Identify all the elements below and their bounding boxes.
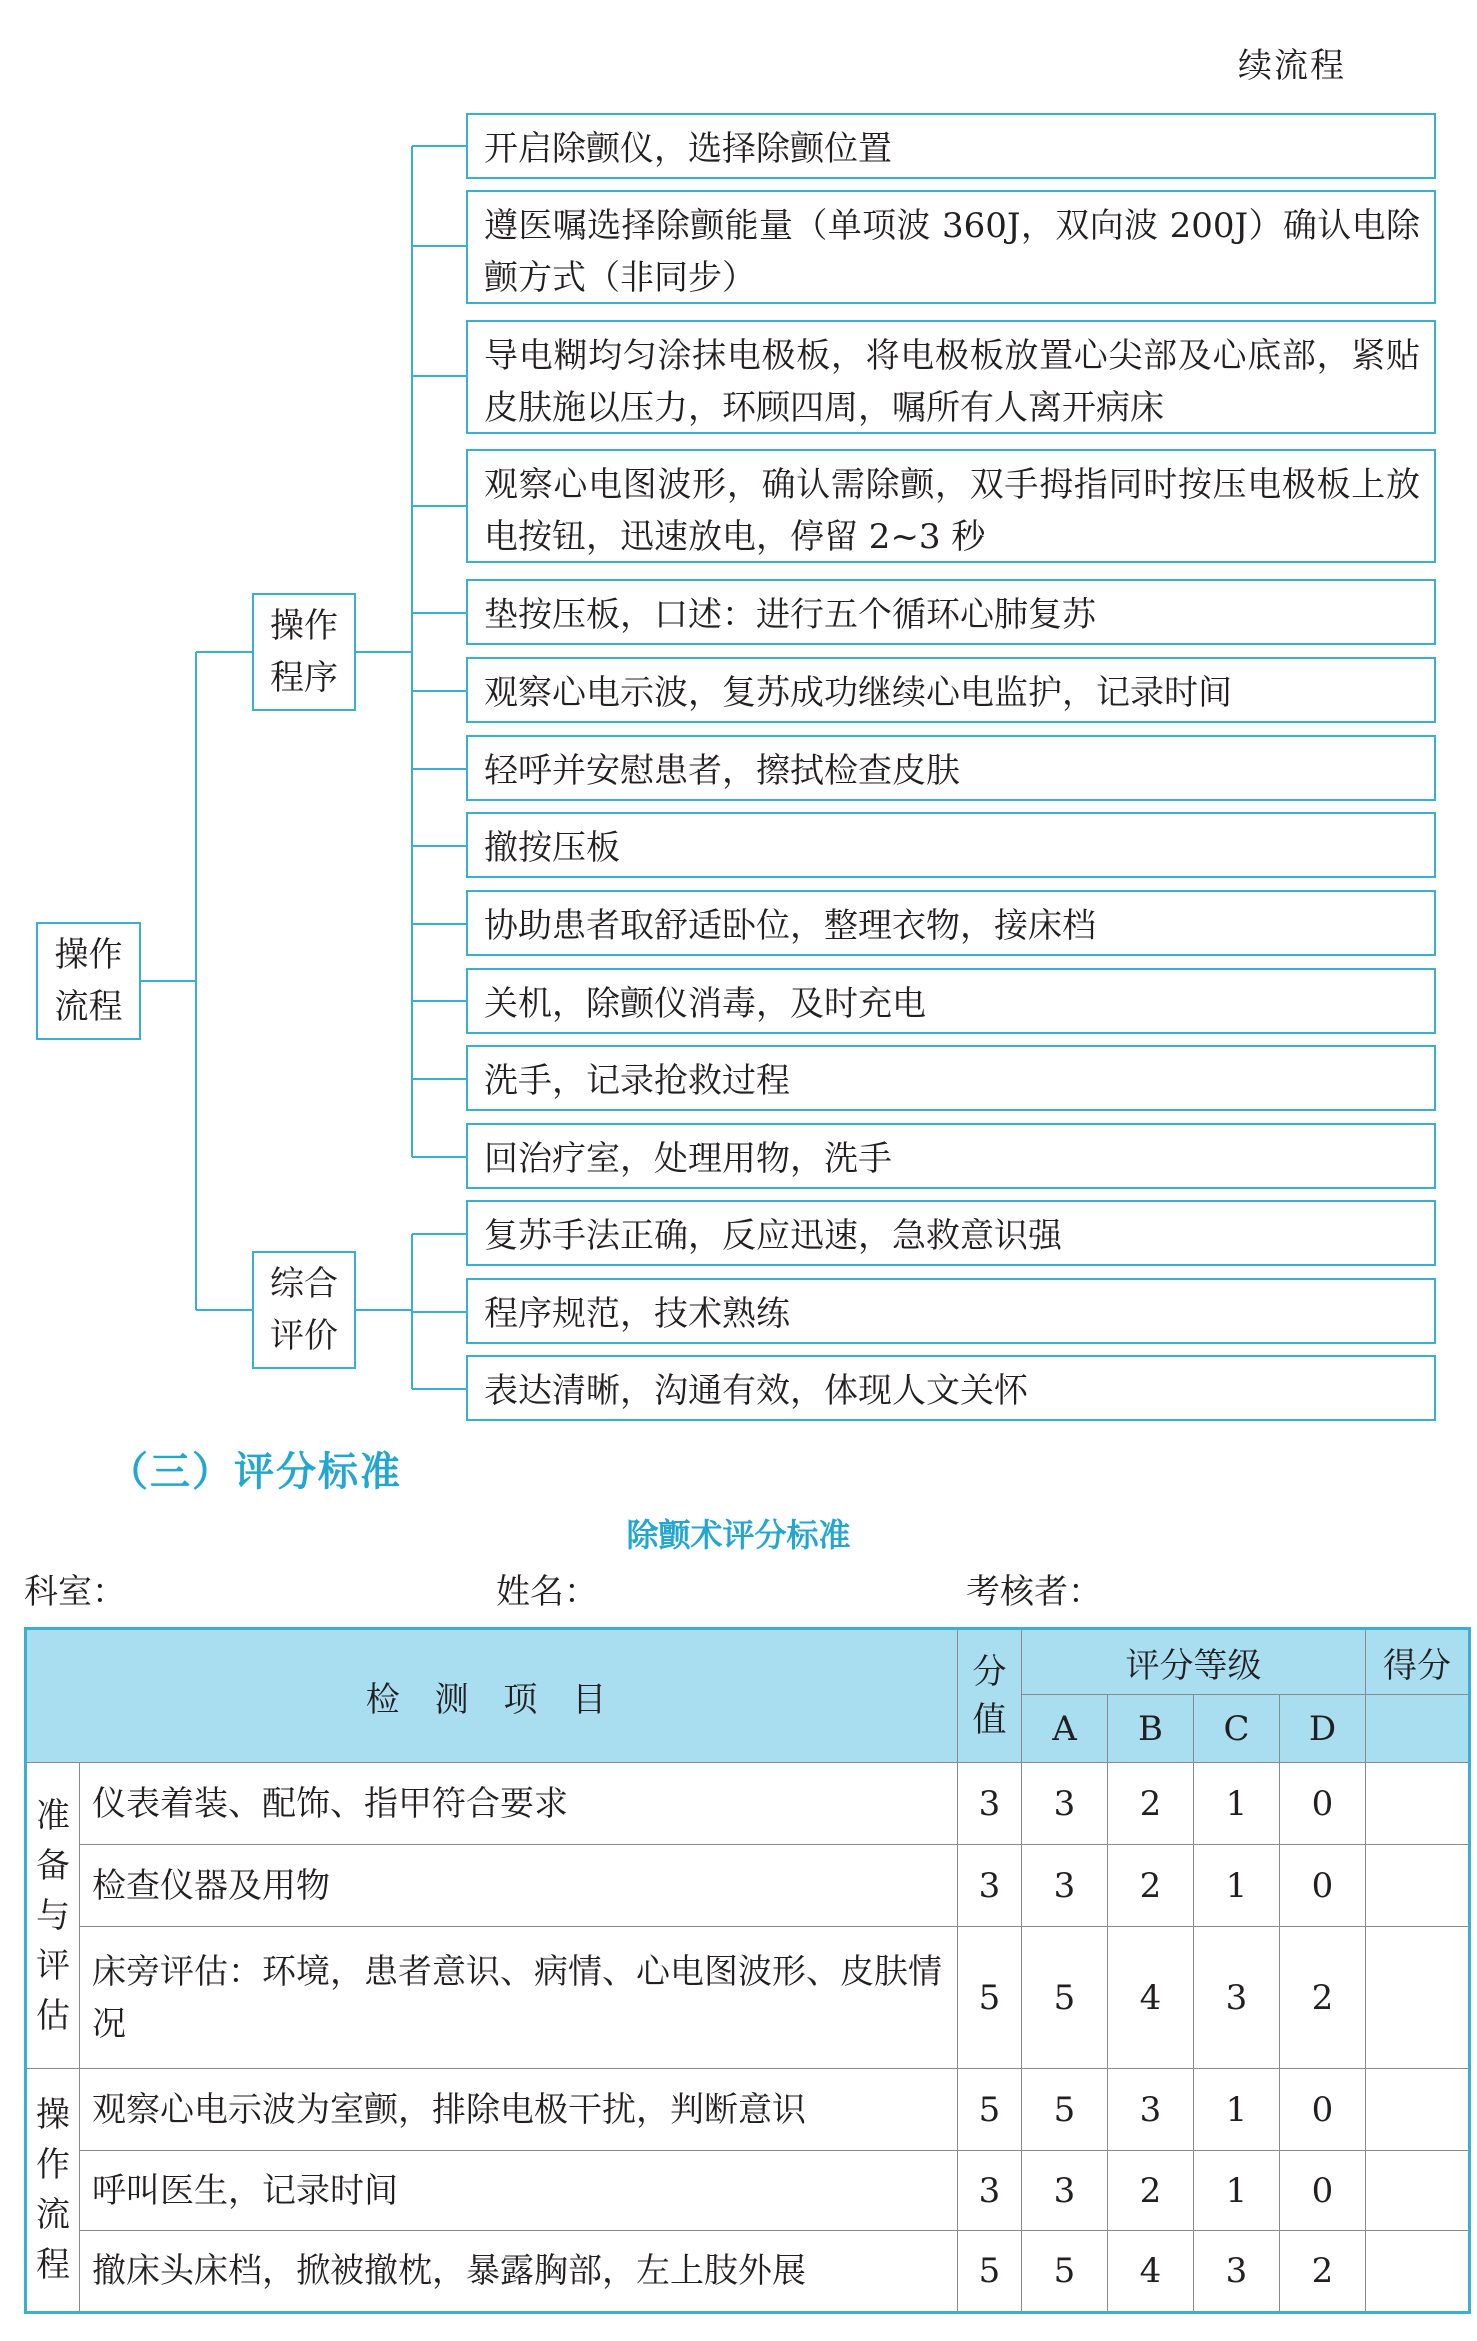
flow-step: 表达清晰，沟通有效，体现人文关怀 (466, 1355, 1436, 1421)
root-node-line2: 流程 (54, 987, 123, 1027)
flow-step: 洗手，记录抢救过程 (466, 1045, 1436, 1111)
root-node (36, 922, 141, 1040)
root-node-line1: 操作 (54, 935, 123, 975)
grade-d-cell: 0 (1280, 1845, 1366, 1927)
category-cell (26, 2069, 80, 2313)
branch-node-line2: 评价 (270, 1316, 338, 1356)
item-cell: 检查仪器及用物 (80, 1845, 958, 1927)
got-cell (1366, 2069, 1470, 2151)
header-grade-a: A (1022, 1695, 1108, 1763)
category-text: 准备与评估 (36, 1795, 70, 2036)
item-cell: 仪表着装、配饰、指甲符合要求 (80, 1763, 958, 1845)
flow-step: 导电糊均匀涂抹电极板，将电极板放置心尖部及心底部，紧贴皮肤施以压力，环顾四周，嘱所有人离开病床 (466, 320, 1436, 434)
header-grade: 评分等级 (1022, 1629, 1366, 1695)
flow-step: 协助患者取舒适卧位，整理衣物，接床档 (466, 890, 1436, 956)
item-cell: 呼叫医生，记录时间 (80, 2151, 958, 2231)
grade-c-cell: 1 (1194, 2151, 1280, 2231)
flow-step: 关机，除颤仪消毒，及时充电 (466, 968, 1436, 1034)
grade-c-cell: 3 (1194, 2231, 1280, 2313)
got-cell (1366, 1763, 1470, 1845)
table-row (26, 2231, 1470, 2313)
grade-b-cell: 4 (1108, 1927, 1194, 2069)
continued-label: 续流程 (1238, 46, 1346, 86)
item-cell: 床旁评估：环境，患者意识、病情、心电图波形、皮肤情况 (80, 1927, 958, 2069)
item-cell: 观察心电示波为室颤，排除电极干扰，判断意识 (80, 2069, 958, 2151)
value-cell: 5 (958, 2231, 1022, 2313)
grade-a-cell: 5 (1022, 1927, 1108, 2069)
table-row (26, 1763, 1470, 1845)
header-grade-d: D (1280, 1695, 1366, 1763)
branch-node-evaluation (252, 1251, 356, 1369)
name-label: 姓名： (496, 1572, 598, 1612)
got-cell (1366, 2231, 1470, 2313)
got-cell (1366, 2151, 1470, 2231)
item-cell: 撤床头床档，掀被撤枕，暴露胸部，左上肢外展 (80, 2231, 958, 2313)
flow-step: 程序规范，技术熟练 (466, 1278, 1436, 1344)
dept-label: 科室： (24, 1572, 126, 1612)
grade-a-cell: 3 (1022, 1845, 1108, 1927)
flow-step: 轻呼并安慰患者，擦拭检查皮肤 (466, 735, 1436, 801)
value-cell: 5 (958, 1927, 1022, 2069)
flow-step: 观察心电示波，复苏成功继续心电监护，记录时间 (466, 657, 1436, 723)
grade-a-cell: 5 (1022, 2069, 1108, 2151)
grade-a-cell: 5 (1022, 2231, 1108, 2313)
got-cell (1366, 1845, 1470, 1927)
header-got: 得分 (1366, 1629, 1470, 1695)
grade-d-cell: 0 (1280, 2069, 1366, 2151)
branch-node-line2: 程序 (270, 658, 338, 698)
table-title: 除颤术评分标准 (626, 1516, 851, 1554)
branch-node-line1: 操作 (270, 606, 338, 646)
grade-c-cell: 1 (1194, 2069, 1280, 2151)
category-text: 操作流程 (36, 2095, 70, 2285)
flow-step: 开启除颤仪，选择除颤位置 (466, 113, 1436, 179)
value-cell: 3 (958, 1763, 1022, 1845)
table-row (26, 1927, 1470, 2069)
flow-step: 观察心电图波形，确认需除颤，双手拇指同时按压电极板上放电按钮，迅速放电，停留 2~3 秒 (466, 449, 1436, 563)
grade-d-cell: 2 (1280, 1927, 1366, 2069)
flow-step: 遵医嘱选择除颤能量（单项波 360J，双向波 200J）确认电除颤方式（非同步） (466, 190, 1436, 304)
table-row (26, 2069, 1470, 2151)
value-cell: 3 (958, 1845, 1022, 1927)
examiner-label: 考核者： (966, 1572, 1102, 1612)
header-score-value: 分值 (958, 1629, 1022, 1763)
section-title: （三）评分标准 (108, 1449, 402, 1495)
grade-c-cell: 1 (1194, 1845, 1280, 1927)
grade-b-cell: 2 (1108, 2151, 1194, 2231)
grade-b-cell: 2 (1108, 1763, 1194, 1845)
grade-a-cell: 3 (1022, 1763, 1108, 1845)
grade-c-cell: 1 (1194, 1763, 1280, 1845)
grade-b-cell: 4 (1108, 2231, 1194, 2313)
flow-step: 回治疗室，处理用物，洗手 (466, 1123, 1436, 1189)
grade-a-cell: 3 (1022, 2151, 1108, 2231)
branch-node-line1: 综合 (270, 1264, 338, 1304)
grade-d-cell: 2 (1280, 2231, 1366, 2313)
branch-node-procedure (252, 593, 356, 711)
grade-c-cell: 3 (1194, 1927, 1280, 2069)
grade-d-cell: 0 (1280, 2151, 1366, 2231)
category-cell (26, 1763, 80, 2069)
header-item: 检 测 项 目 (26, 1629, 958, 1763)
grade-b-cell: 3 (1108, 2069, 1194, 2151)
score-table (24, 1627, 1471, 2314)
table-row (26, 1845, 1470, 1927)
header-got-blank (1366, 1695, 1470, 1763)
grade-d-cell: 0 (1280, 1763, 1366, 1845)
got-cell (1366, 1927, 1470, 2069)
flow-step: 复苏手法正确，反应迅速，急救意识强 (466, 1200, 1436, 1266)
header-grade-b: B (1108, 1695, 1194, 1763)
value-cell: 3 (958, 2151, 1022, 2231)
grade-b-cell: 2 (1108, 1845, 1194, 1927)
flow-step: 垫按压板，口述：进行五个循环心肺复苏 (466, 579, 1436, 645)
table-row (26, 2151, 1470, 2231)
value-cell: 5 (958, 2069, 1022, 2151)
flow-step: 撤按压板 (466, 812, 1436, 878)
header-grade-c: C (1194, 1695, 1280, 1763)
